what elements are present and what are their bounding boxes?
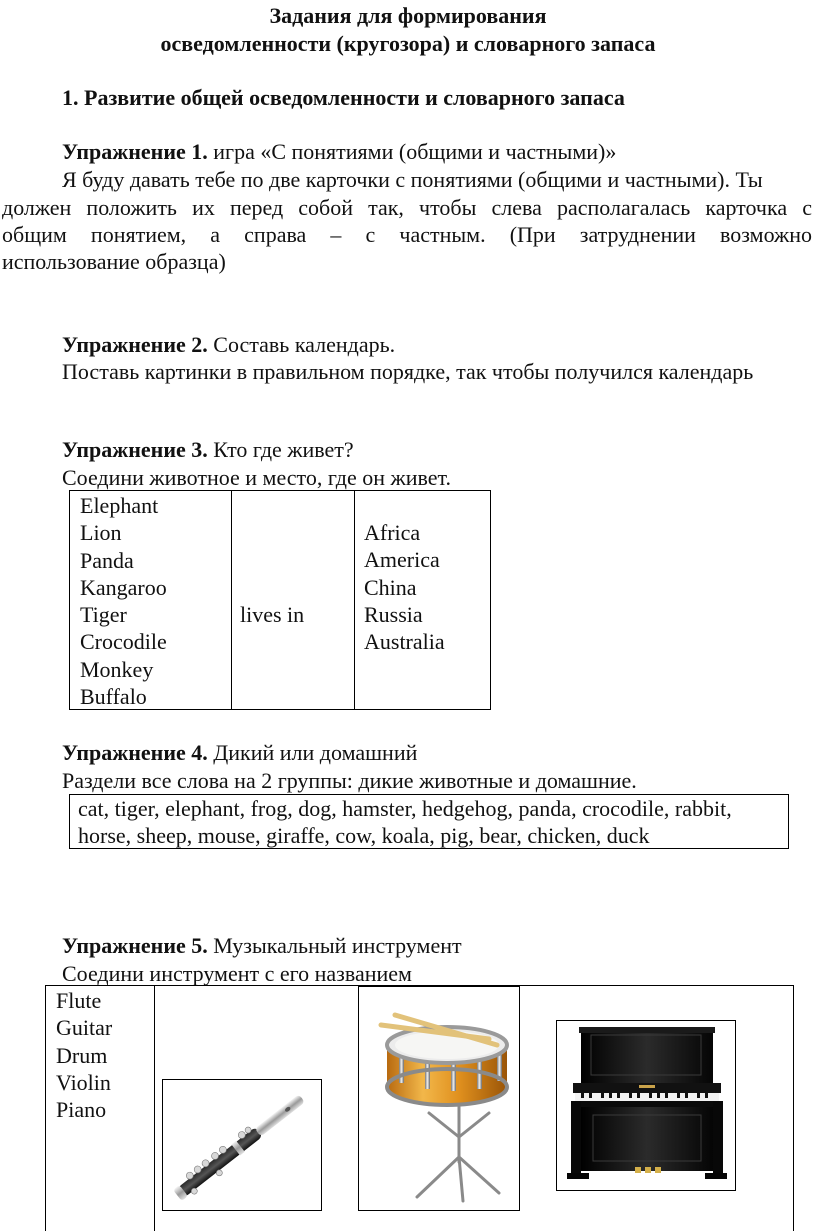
exercise-2-text: Поставь картинки в правильном порядке, так чтобы получился календарь (62, 359, 754, 384)
place-item: Russia (364, 601, 423, 627)
exercise-3-title: Кто где живет? (207, 437, 354, 462)
table-divider (231, 491, 232, 709)
exercise-1-label: Упражнение 1. (62, 139, 208, 164)
words-box (69, 794, 789, 849)
words-line1: cat, tiger, elephant, frog, dog, hamster, hedgehog, panda, crocodile, rabbit, (78, 796, 732, 821)
exercise-1-text-line3: общим понятием, а справа – с частным. (При затруднении возможно (2, 222, 812, 247)
animal-item: Panda (80, 547, 134, 573)
exercise-5-text: Соедини инструмент с его названием (62, 961, 412, 986)
place-item: China (364, 574, 417, 600)
exercise-2-title: Составь календарь. (207, 332, 396, 357)
exercise-5-label: Упражнение 5. (62, 933, 208, 958)
animal-item: Buffalo (80, 684, 147, 710)
exercise-4-text: Раздели все слова на 2 группы: дикие животные и домашние. (62, 768, 637, 793)
piano-image[interactable] (556, 1020, 736, 1191)
drum-image[interactable] (358, 986, 520, 1211)
instrument-list (56, 987, 112, 1123)
animal-item: Tiger (80, 602, 127, 628)
instrument-item: Piano (56, 1097, 107, 1123)
section-heading: 1. Развитие общей осведомленности и словарного запаса (62, 85, 625, 110)
connector-label: lives in (240, 602, 305, 627)
flute-image[interactable] (162, 1079, 322, 1211)
page-title-line2: осведомленности (кругозора) и словарного запаса (160, 31, 656, 56)
exercise-4-label: Упражнение 4. (62, 740, 208, 765)
instrument-item: Violin (56, 1069, 111, 1095)
exercise-5-title: Музыкальный инструмент (207, 933, 462, 958)
exercise-1-heading (62, 138, 616, 165)
flute-icon (163, 1080, 321, 1210)
drum-icon (359, 987, 519, 1210)
exercise-4-heading (62, 739, 417, 766)
exercise-3-text: Соедини животное и место, где он живет. (62, 465, 451, 490)
exercise-1-text-line2: должен положить их перед собой так, чтобы слева располагалась карточка с (2, 195, 812, 220)
place-list (364, 519, 445, 655)
place-item: Australia (364, 629, 445, 655)
exercise-1-text-line1: Я буду давать тебе по две карточки с понятиями (общими и частными). Ты (62, 167, 763, 192)
place-item: Africa (364, 520, 421, 545)
animal-item: Monkey (80, 656, 154, 682)
table-divider (354, 491, 355, 709)
instrument-item: Drum (56, 1042, 108, 1068)
page-title-line1: Задания для формирования (269, 3, 547, 28)
exercise-2-heading (62, 331, 395, 358)
exercise-5-heading (62, 932, 462, 959)
table-divider (154, 986, 155, 1231)
animals-table (69, 490, 491, 710)
animal-list (80, 492, 167, 710)
exercise-3-label: Упражнение 3. (62, 437, 208, 462)
instrument-item: Guitar (56, 1015, 113, 1041)
animal-item: Elephant (80, 493, 159, 518)
exercise-1-title: игра «С понятиями (общими и частными)» (207, 139, 617, 164)
exercise-4-title: Дикий или домашний (207, 740, 418, 765)
words-line2: horse, sheep, mouse, giraffe, cow, koala, pig, bear, chicken, duck (78, 823, 650, 848)
place-item: America (364, 547, 440, 573)
animal-item: Crocodile (80, 629, 167, 655)
animal-item: Kangaroo (80, 574, 167, 600)
piano-icon (557, 1021, 735, 1190)
exercise-1-text-line4: использование образца) (2, 249, 226, 274)
animal-item: Lion (80, 520, 122, 546)
exercise-3-heading (62, 436, 354, 463)
exercise-2-label: Упражнение 2. (62, 332, 208, 357)
instrument-item: Flute (56, 988, 102, 1013)
